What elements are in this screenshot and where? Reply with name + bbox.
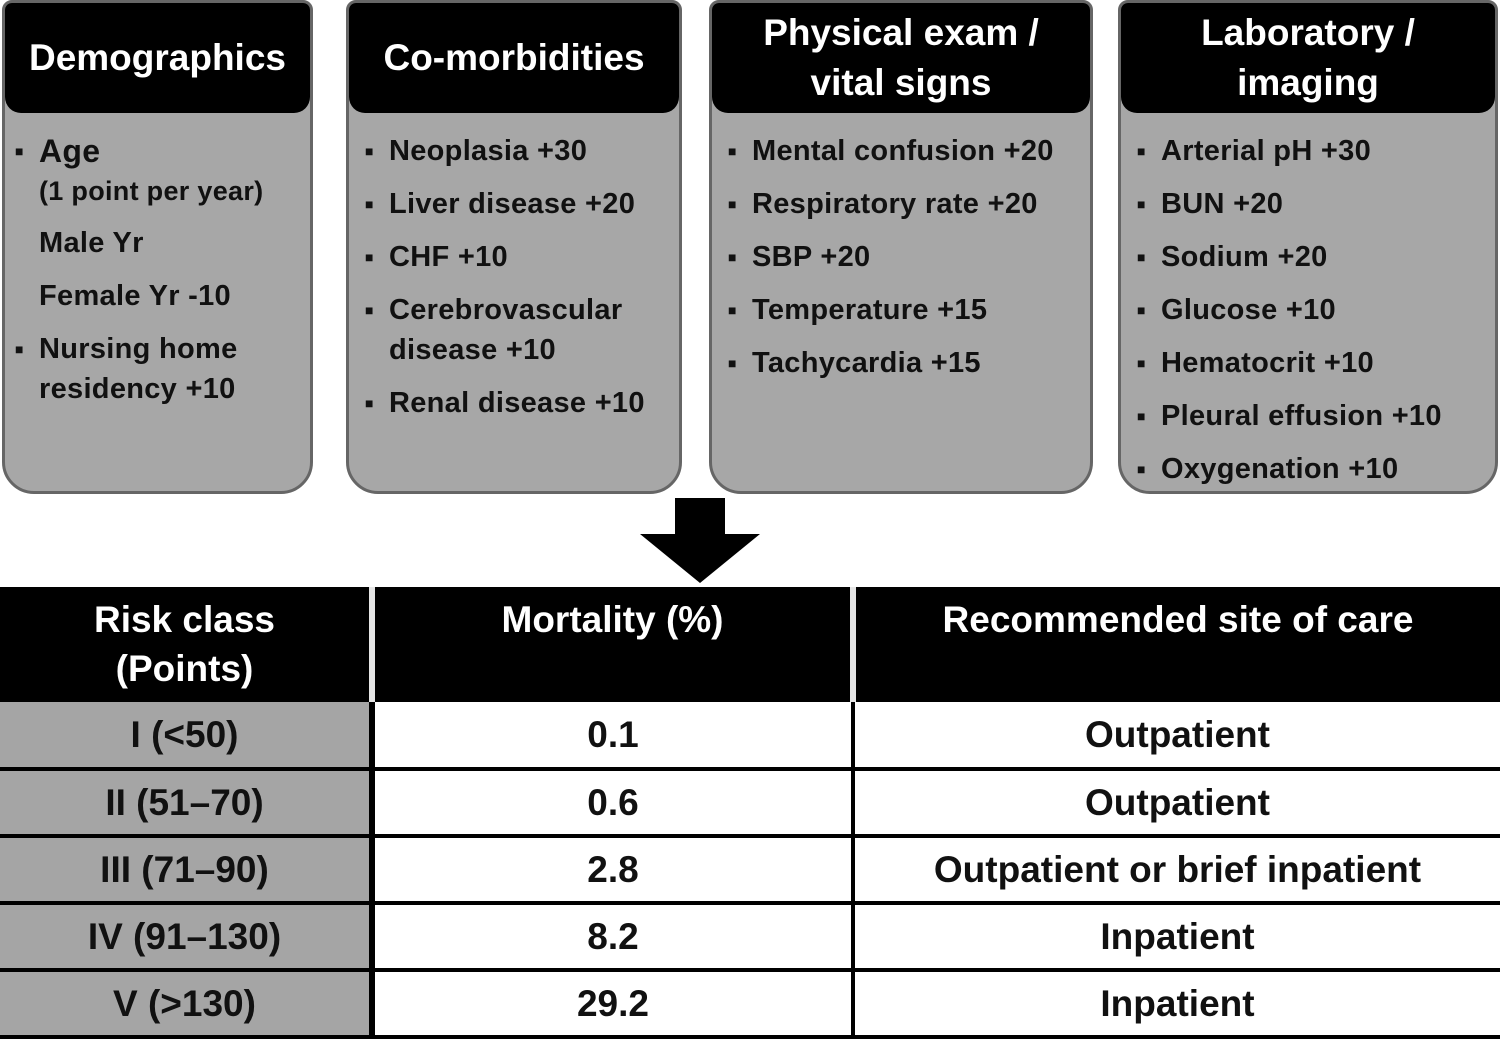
table-row <box>0 769 1500 836</box>
bullet-icon: ■ <box>1137 355 1146 371</box>
down-arrow-icon <box>640 498 760 583</box>
item-label: CHF +10 <box>389 241 508 273</box>
item-label: SBP +20 <box>752 241 871 273</box>
panel-title: Co-morbidities <box>349 3 679 113</box>
risk-class-table <box>0 587 1500 1039</box>
bullet-icon: ■ <box>1137 249 1146 265</box>
item-label: BUN +20 <box>1161 188 1284 220</box>
item-label: Temperature +15 <box>752 294 988 326</box>
mortality-cell: 29.2 <box>372 970 853 1037</box>
panel-title: Demographics <box>5 3 310 113</box>
item-label: Neoplasia +30 <box>389 135 588 167</box>
item-label: Liver disease +20 <box>389 188 636 220</box>
bullet-icon: ■ <box>728 355 737 371</box>
risk-class-cell: IV (91–130) <box>0 903 372 970</box>
list-item <box>363 184 675 224</box>
item-label: Sodium +20 <box>1161 241 1328 273</box>
item-label: Tachycardia +15 <box>752 347 981 379</box>
bullet-icon: ■ <box>728 249 737 265</box>
bullet-icon: ■ <box>728 196 737 212</box>
panel-physical-exam <box>709 0 1093 494</box>
panel-title: Physical exam / vital signs <box>712 3 1090 113</box>
list-item <box>363 383 675 423</box>
item-label: Glucose +10 <box>1161 294 1336 326</box>
panel-title: Laboratory / imaging <box>1121 3 1495 113</box>
mortality-cell: 8.2 <box>372 903 853 970</box>
list-item <box>726 343 1086 383</box>
item-label: Pleural effusion +10 <box>1161 400 1442 432</box>
list-item <box>13 329 279 409</box>
bullet-icon: ■ <box>365 302 374 318</box>
bullet-icon: ■ <box>728 302 737 318</box>
list-item <box>1135 237 1491 277</box>
mortality-cell: 0.1 <box>372 702 853 769</box>
list-item <box>726 290 1086 330</box>
bullet-icon: ■ <box>1137 143 1146 159</box>
age-detail: (1 point per year) <box>39 176 264 206</box>
risk-class-cell: III (71–90) <box>0 836 372 903</box>
bullet-icon: ■ <box>15 143 24 159</box>
item-label: Nursing home residency +10 <box>39 333 238 405</box>
item-label: Hematocrit +10 <box>1161 347 1374 379</box>
list-item <box>1135 290 1491 330</box>
site-cell: Inpatient <box>853 970 1500 1037</box>
list-item <box>363 237 675 277</box>
risk-class-cell: I (<50) <box>0 702 372 769</box>
bullet-icon: ■ <box>365 249 374 265</box>
list-item <box>1135 449 1491 489</box>
panel-items <box>726 131 1086 396</box>
item-label: Oxygenation +10 <box>1161 453 1399 485</box>
site-cell: Outpatient or brief inpatient <box>853 836 1500 903</box>
list-item <box>1135 184 1491 224</box>
list-item <box>726 237 1086 277</box>
header-risk-class: Risk class (Points) <box>0 587 372 702</box>
item-label: Respiratory rate +20 <box>752 188 1038 220</box>
bullet-icon: ■ <box>365 196 374 212</box>
bullet-icon: ■ <box>1137 302 1146 318</box>
item-label: Age <box>39 133 101 169</box>
age-female: Female Yr -10 <box>39 280 231 312</box>
bullet-icon: ■ <box>365 395 374 411</box>
table-row <box>0 836 1500 903</box>
list-item <box>1135 131 1491 171</box>
list-item <box>363 131 675 171</box>
panel-items <box>13 131 306 422</box>
site-cell: Outpatient <box>853 702 1500 769</box>
table-row <box>0 702 1500 769</box>
item-label: Mental confusion +20 <box>752 135 1054 167</box>
age-male: Male Yr <box>39 227 144 259</box>
table-row <box>0 970 1500 1037</box>
panel-items <box>1135 131 1491 502</box>
header-site-of-care: Recommended site of care <box>853 587 1500 702</box>
panel-comorbidities <box>346 0 682 494</box>
site-cell: Inpatient <box>853 903 1500 970</box>
panel-demographics <box>2 0 313 494</box>
site-cell: Outpatient <box>853 769 1500 836</box>
list-item <box>1135 396 1491 436</box>
item-label: Renal disease +10 <box>389 387 645 419</box>
mortality-cell: 2.8 <box>372 836 853 903</box>
item-label: Cerebrovascular disease +10 <box>389 294 623 366</box>
list-item <box>726 184 1086 224</box>
bullet-icon: ■ <box>728 143 737 159</box>
risk-class-cell: V (>130) <box>0 970 372 1037</box>
mortality-cell: 0.6 <box>372 769 853 836</box>
bullet-icon: ■ <box>1137 196 1146 212</box>
header-mortality: Mortality (%) <box>372 587 853 702</box>
bullet-icon: ■ <box>1137 408 1146 424</box>
bullet-icon: ■ <box>365 143 374 159</box>
list-item <box>363 290 659 370</box>
panel-items <box>363 131 675 436</box>
list-item <box>726 131 1086 171</box>
list-item <box>13 131 306 171</box>
panel-laboratory <box>1118 0 1498 494</box>
item-label: Arterial pH +30 <box>1161 135 1372 167</box>
bullet-icon: ■ <box>15 341 24 357</box>
bullet-icon: ■ <box>1137 461 1146 477</box>
table-header-row <box>0 587 1500 702</box>
list-item <box>1135 343 1491 383</box>
table-row <box>0 903 1500 970</box>
risk-class-cell: II (51–70) <box>0 769 372 836</box>
